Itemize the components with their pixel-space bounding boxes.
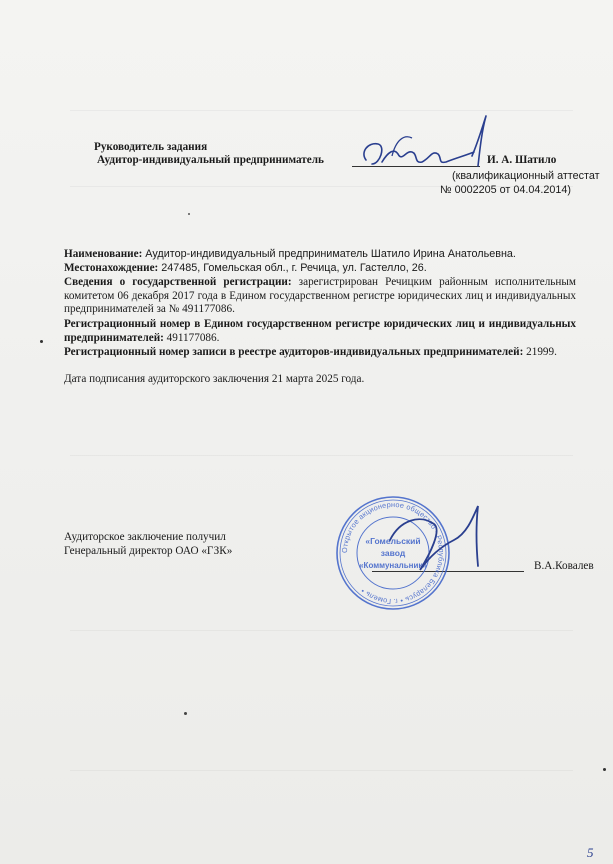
bleed-through bbox=[70, 770, 573, 771]
detail-location-value: 247485, Гомельская обл., г. Речица, ул. Гастелло, 26. bbox=[158, 262, 427, 274]
detail-auditor-reg-value: 21999. bbox=[523, 346, 557, 358]
stamp-center-line-2: завод bbox=[380, 548, 406, 558]
receiver-signature bbox=[380, 500, 500, 580]
detail-location bbox=[64, 262, 576, 276]
detail-name-label: Наименование: bbox=[64, 248, 143, 260]
stamp-center-line-1: «Гомельский bbox=[365, 536, 421, 546]
detail-registration-value: зарегистрирован Речицким районным исполнительным комитетом 06 декабря 2017 года в Едином государственном регистре юридических лиц и индивидуальных предпринимателей за № 491177086. bbox=[64, 276, 576, 316]
speck bbox=[603, 768, 606, 771]
detail-name-value: Аудитор-индивидуальный предприниматель Шатило Ирина Анатольевна. bbox=[142, 248, 516, 260]
speck bbox=[40, 340, 43, 343]
signing-date: Дата подписания аудиторского заключения 21 марта 2025 года. bbox=[64, 373, 365, 385]
role-title: Руководитель задания bbox=[94, 141, 208, 153]
detail-location-label: Местонахождение: bbox=[64, 262, 159, 274]
bleed-through bbox=[70, 455, 573, 456]
speck bbox=[184, 712, 187, 715]
detail-registration bbox=[64, 276, 576, 317]
bleed-through bbox=[70, 630, 573, 631]
auditor-signature bbox=[352, 112, 492, 174]
bleed-through bbox=[70, 110, 573, 111]
detail-registration-label: Сведения о государственной регистрации: bbox=[64, 276, 292, 288]
detail-regnum bbox=[64, 318, 576, 345]
certificate-line-1: (квалификационный аттестат bbox=[452, 170, 600, 182]
receiver-name: В.А.Ковалев bbox=[534, 560, 594, 572]
detail-auditor-reg-label: Регистрационный номер записи в реестре аудиторов-индивидуальных предпринимателей: bbox=[64, 346, 524, 358]
stamp-ring-text: Открытое акционерное общество • Республика Беларусь • г. Гомель • bbox=[339, 499, 447, 607]
detail-name bbox=[64, 248, 576, 262]
certificate-line-2: № 0002205 от 04.04.2014) bbox=[440, 184, 571, 196]
speck bbox=[188, 213, 190, 215]
detail-regnum-label: Регистрационный номер в Едином государственном регистре юридических лиц и индивидуальных предпринимателей: bbox=[64, 318, 576, 344]
auditor-name: И. А. Шатило bbox=[487, 154, 557, 166]
page-number: 5 bbox=[587, 845, 594, 860]
stamp-center-line-3: «Коммунальник» bbox=[359, 561, 427, 570]
receiver-line-1: Аудиторское заключение получил bbox=[64, 531, 226, 543]
role-subtitle: Аудитор-индивидуальный предприниматель bbox=[97, 154, 324, 166]
detail-auditor-reg bbox=[64, 346, 576, 360]
detail-regnum-value: 491177086. bbox=[163, 331, 220, 344]
receiver-line-2: Генеральный директор ОАО «ГЗК» bbox=[64, 545, 233, 557]
